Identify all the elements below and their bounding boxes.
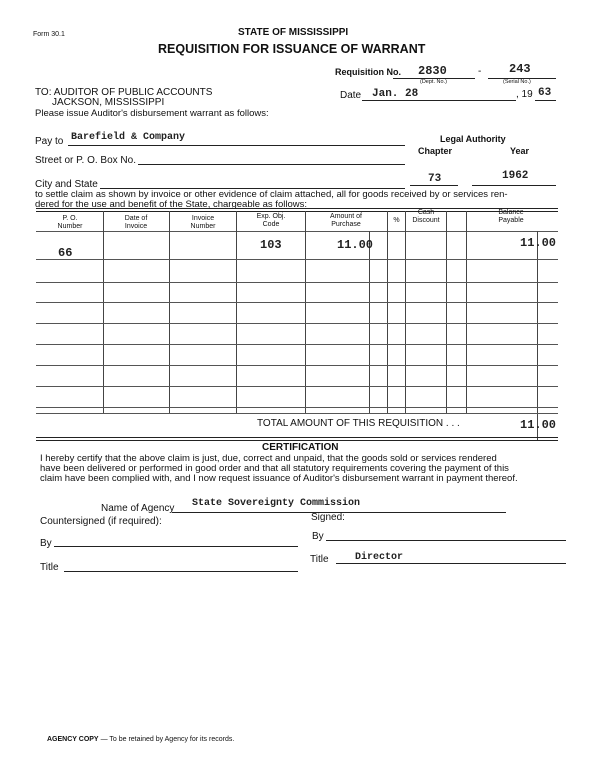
certification-line1: I hereby certify that the above claim is just, due, correct and unpaid, that the goods sold or services rendered <box>40 453 497 464</box>
pay-to-value: Barefield & Company <box>71 132 186 143</box>
street-label: Street or P. O. Box No. <box>35 155 136 166</box>
footer-note <box>47 736 234 743</box>
requisition-label: Requisition No. <box>335 67 401 77</box>
agency-copy-label: AGENCY COPY <box>47 736 99 743</box>
certification-line3: claim have been complied with, and I now request issuance of Auditor's disbursement warrant in payment thereof. <box>40 473 518 484</box>
countersigned-title-label: Title <box>40 562 59 573</box>
agency-label: Name of Agency <box>101 503 175 514</box>
agency-copy-note: — To be retained by Agency for its records. <box>100 736 235 743</box>
dept-no-caption: (Dept. No.) <box>420 79 447 85</box>
settle-text-line1: to settle claim as shown by invoice or other evidence of claim attached, all for goods received by or services ren- <box>35 189 508 200</box>
state-heading: STATE OF MISSISSIPPI <box>238 27 349 38</box>
settle-text-line2: dered for the use and benefit of the State, chargeable as follows: <box>35 199 307 210</box>
signed-label: Signed: <box>311 512 345 523</box>
row1-amount: 11.00 <box>337 238 374 252</box>
addressee-line2: JACKSON, MISSISSIPPI <box>52 97 165 108</box>
col-cash-discount-header: Cash Discount <box>412 209 440 224</box>
year-value: 63 <box>538 87 552 99</box>
row1-exp-code: 103 <box>260 238 282 252</box>
col-po-header: P. O. Number <box>57 215 83 230</box>
authority-year-value: 1962 <box>502 170 529 182</box>
countersigned-label: Countersigned (if required): <box>40 516 162 527</box>
col-date-invoice-header: Date of Invoice <box>124 215 148 230</box>
col-amount-header: Amount of Purchase <box>330 213 362 228</box>
total-amount: 11.00 <box>520 418 557 432</box>
signed-title-label: Title <box>310 554 329 565</box>
col-pct-header: % <box>393 217 400 224</box>
col-balance-header: Balance Payable <box>498 209 524 224</box>
date-value: Jan. 28 <box>372 88 419 100</box>
signed-by-label: By <box>312 531 324 542</box>
chapter-value: 73 <box>428 173 442 185</box>
pay-to-label: Pay to <box>35 136 64 147</box>
certification-line2: have been delivered or performed in good order and that all statutory requirements covering the payment of this <box>40 463 509 474</box>
row1-po-number: 66 <box>58 246 73 260</box>
agency-value: State Sovereignty Commission <box>192 498 361 509</box>
signed-title-value: Director <box>355 552 404 563</box>
col-exp-code-header: Exp. Obj. Code <box>256 213 286 228</box>
page-title: REQUISITION FOR ISSUANCE OF WARRANT <box>158 42 426 56</box>
city-label: City and State <box>35 179 98 190</box>
year-prefix: , 19 <box>516 89 533 100</box>
chapter-label: Chapter <box>418 146 453 156</box>
requisition-dash: - <box>478 66 482 77</box>
dept-number: 2830 <box>418 64 447 78</box>
serial-no-caption: (Serial No.) <box>503 79 531 85</box>
date-label: Date <box>340 90 362 101</box>
legal-authority-label: Legal Authority <box>440 134 506 144</box>
countersigned-by-label: By <box>40 538 52 549</box>
form-number: Form 30.1 <box>33 31 65 38</box>
row1-balance: 11.00 <box>520 236 557 250</box>
serial-number: 243 <box>509 62 531 76</box>
certification-heading: CERTIFICATION <box>262 442 339 453</box>
col-invoice-no-header: Invoice Number <box>190 215 216 230</box>
addressee-line1: TO: AUDITOR OF PUBLIC ACCOUNTS <box>35 87 213 98</box>
instruction-text: Please issue Auditor's disbursement warrant as follows: <box>35 108 269 119</box>
year-label: Year <box>510 146 530 156</box>
total-label: TOTAL AMOUNT OF THIS REQUISITION . . . <box>257 418 460 429</box>
